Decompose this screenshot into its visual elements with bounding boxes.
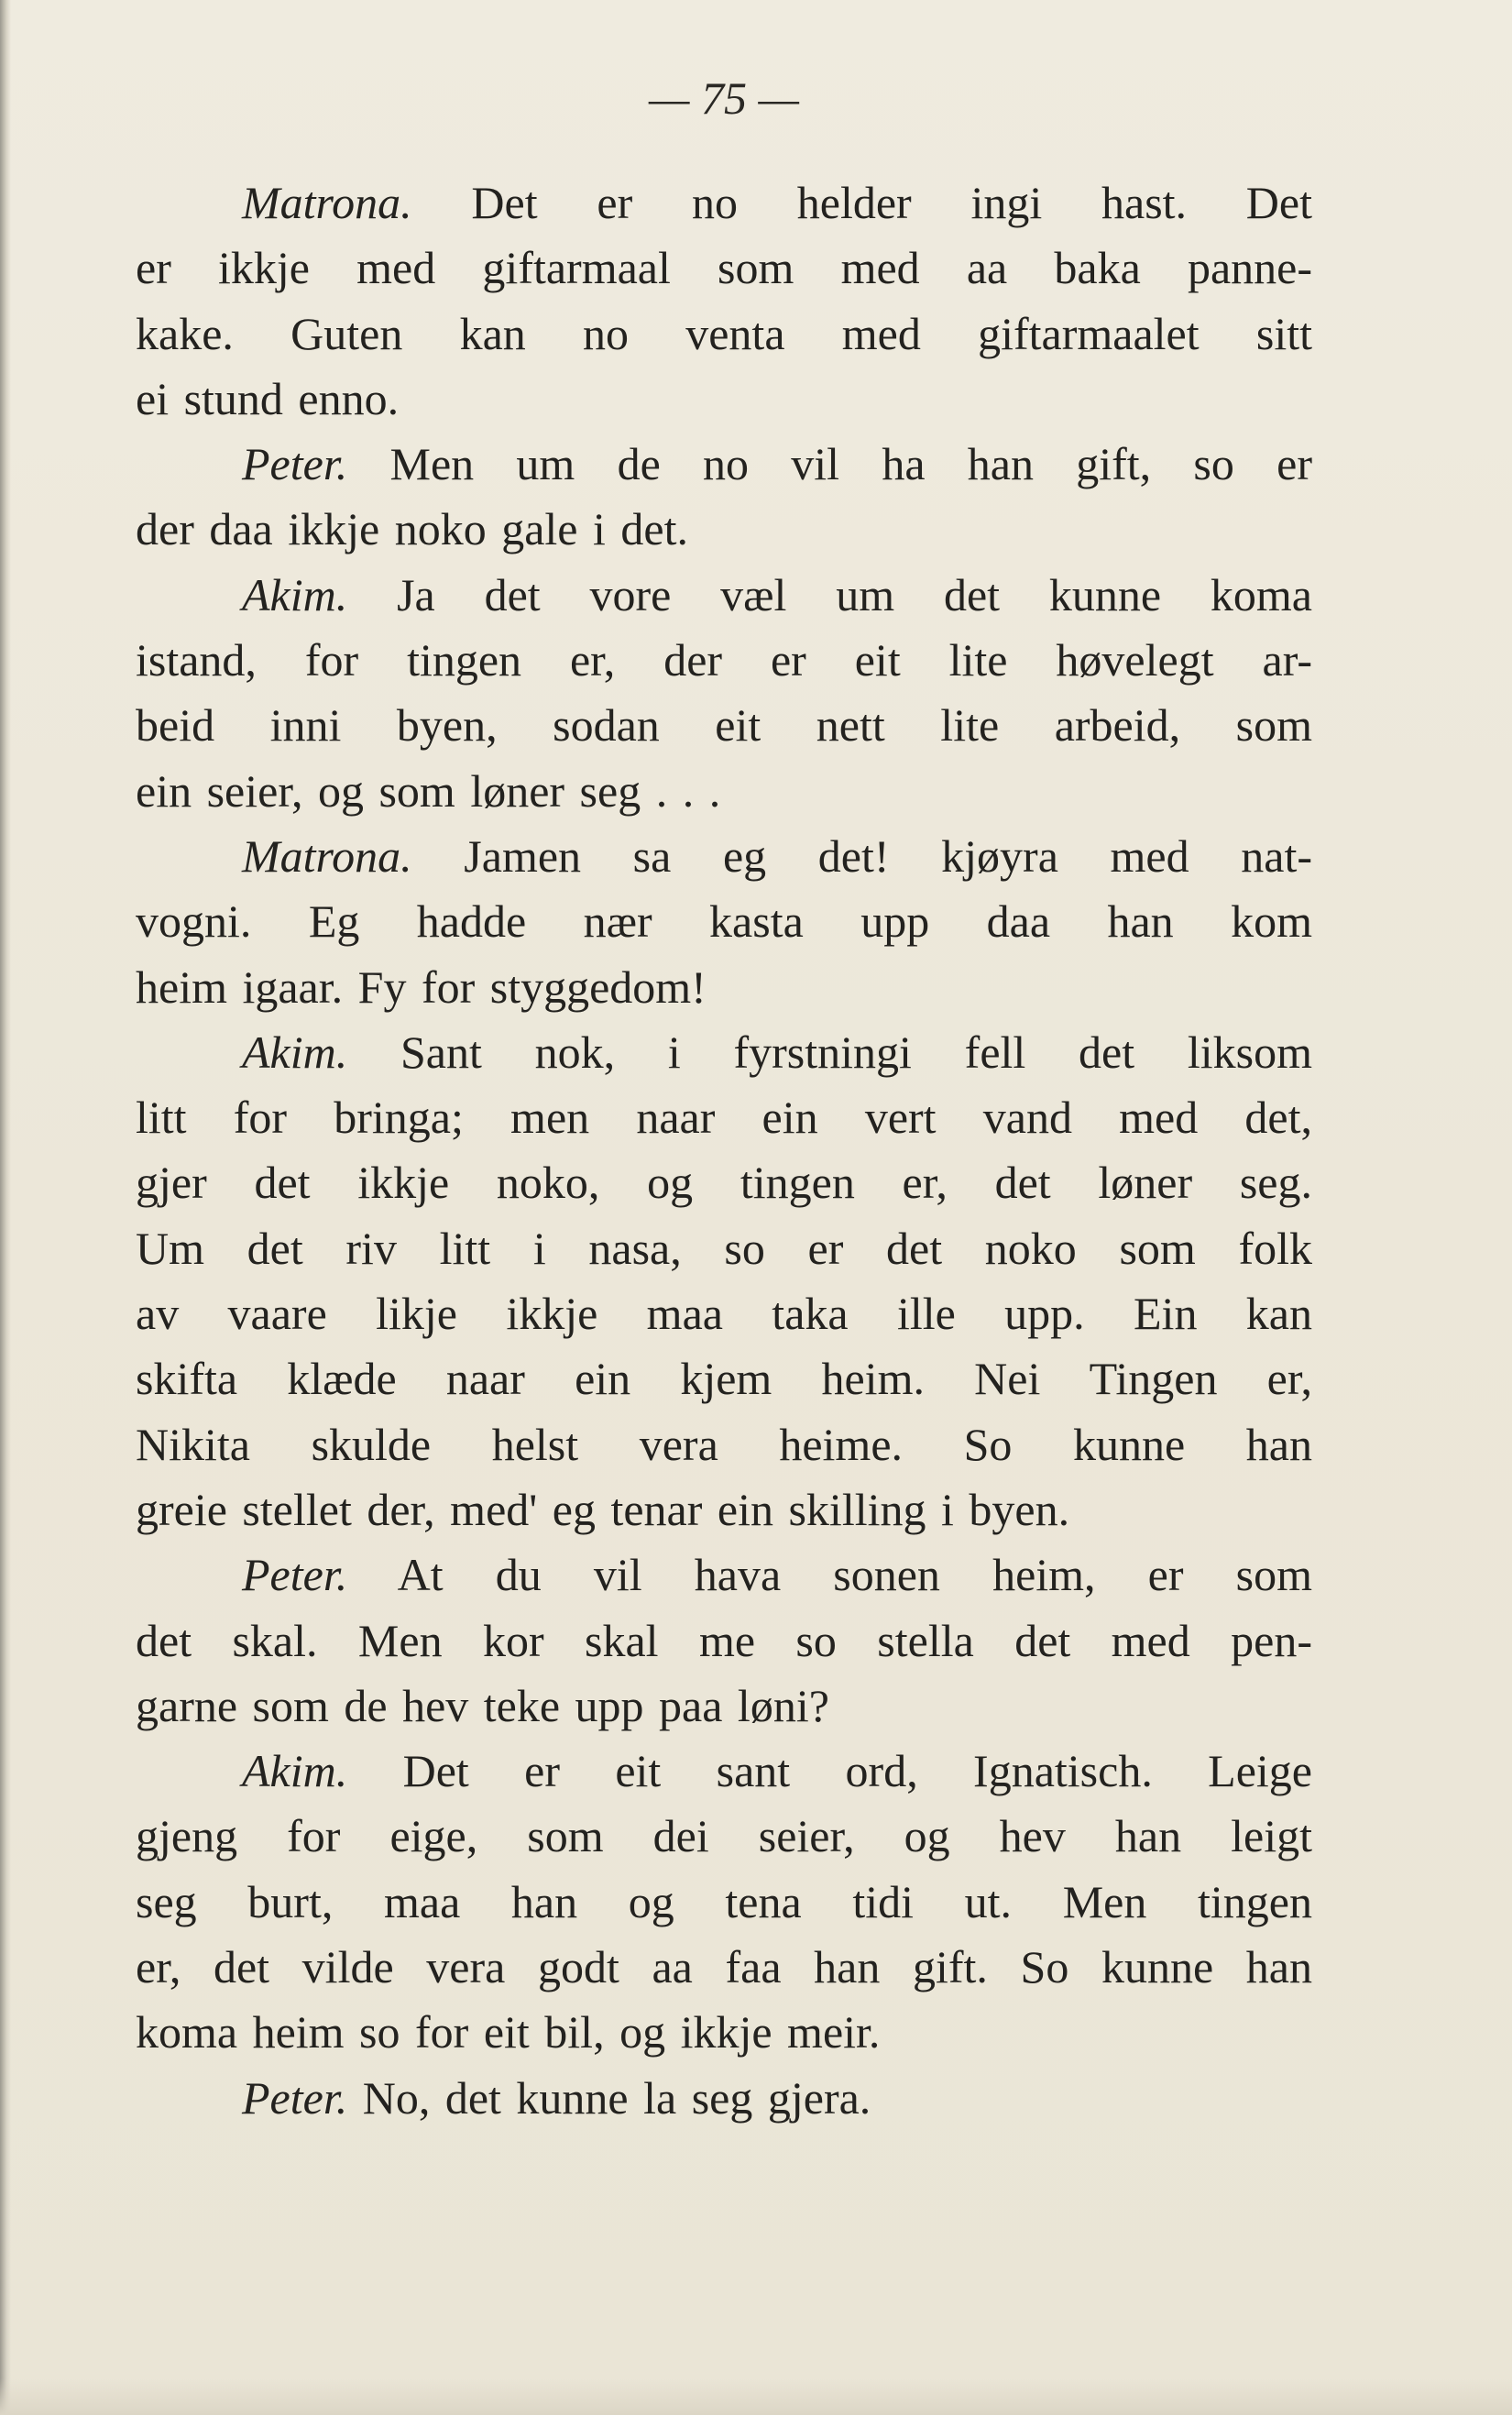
text-line xyxy=(136,1870,1312,1935)
text-line xyxy=(136,1085,1312,1150)
text-line xyxy=(136,889,1312,954)
line-text: Sant nok, i fyrstningi fell det liksom xyxy=(400,1026,1313,1078)
text-line xyxy=(136,1608,1312,1674)
page-bottom-edge xyxy=(0,2378,1512,2415)
page-binding-edge xyxy=(0,0,11,2415)
text-line xyxy=(136,2000,1312,2065)
text-line xyxy=(136,1674,1312,1739)
line-text: greie stellet der, med' eg tenar ein skilling i byen. xyxy=(136,1483,1070,1535)
speaker-name: Akim. xyxy=(242,1745,348,1797)
text-line xyxy=(136,1150,1312,1215)
speaker-line xyxy=(136,1739,1312,1804)
line-text: litt for bringa; men naar ein vert vand med det, xyxy=(136,1092,1312,1144)
line-text: Nikita skulde helst vera heime. So kunne han xyxy=(136,1418,1312,1470)
line-text: garne som de hev teke upp paa løni? xyxy=(136,1679,829,1731)
text-line xyxy=(136,1346,1312,1411)
line-text: Jamen sa eg det! kjøyra med nat- xyxy=(464,829,1312,882)
line-text: vogni. Eg hadde nær kasta upp daa han kom xyxy=(136,895,1312,948)
text-line xyxy=(136,1412,1312,1477)
speaker-name: Peter. xyxy=(242,438,348,490)
line-text: heim igaar. Fy for styggedom! xyxy=(136,961,707,1013)
line-text: det skal. Men kor skal me so stella det med pen- xyxy=(136,1614,1312,1666)
line-text: No, det kunne la seg gjera. xyxy=(362,2071,871,2124)
line-text: er ikkje med giftarmaal som med aa baka panne- xyxy=(136,242,1312,294)
page-number xyxy=(0,71,1448,125)
text-line xyxy=(136,759,1312,824)
text-line xyxy=(136,497,1312,562)
speaker-name: Matrona. xyxy=(242,829,412,882)
speaker-name: Akim. xyxy=(242,568,348,620)
line-text: Ja det vore væl um det kunne koma xyxy=(397,568,1312,620)
speaker-name: Akim. xyxy=(242,1026,348,1078)
speaker-line xyxy=(136,2066,1312,2131)
line-text: gjeng for eige, som dei seier, og hev han leigt xyxy=(136,1810,1312,1862)
text-line xyxy=(136,693,1312,758)
text-line xyxy=(136,1216,1312,1281)
speaker-name: Peter. xyxy=(242,2071,348,2124)
text-line xyxy=(136,1477,1312,1542)
text-line xyxy=(136,628,1312,693)
line-text: Det er eit sant ord, Ignatisch. Leige xyxy=(402,1745,1312,1797)
text-line xyxy=(136,1804,1312,1869)
speaker-line xyxy=(136,1542,1312,1608)
line-text: beid inni byen, sodan eit nett lite arbeid, som xyxy=(136,699,1312,752)
line-text: ei stund enno. xyxy=(136,372,400,424)
speaker-line xyxy=(136,824,1312,889)
page-number-text: — 75 — xyxy=(649,72,799,124)
line-text: At du vil hava sonen heim, er som xyxy=(397,1549,1312,1601)
line-text: Det er no helder ingi hast. Det xyxy=(471,177,1312,228)
line-text: er, det vilde vera godt aa faa han gift. So kunne han xyxy=(136,1941,1312,1993)
text-line xyxy=(136,955,1312,1020)
line-text: ein seier, og som løner seg . . . xyxy=(136,764,721,817)
line-text: der daa ikkje noko gale i det. xyxy=(136,503,688,555)
dialogue-text-block xyxy=(136,170,1312,2131)
speaker-line xyxy=(136,170,1312,236)
text-line xyxy=(136,236,1312,301)
line-text: skifta klæde naar ein kjem heim. Nei Tingen er, xyxy=(136,1353,1312,1405)
line-text: seg burt, maa han og tena tidi ut. Men tingen xyxy=(136,1875,1312,1927)
line-text: kake. Guten kan no venta med giftarmaalet sitt xyxy=(136,307,1312,359)
text-line xyxy=(136,1281,1312,1346)
line-text: Men um de no vil ha han gift, so er xyxy=(389,438,1312,490)
line-text: istand, for tingen er, der er eit lite høvelegt ar- xyxy=(136,634,1312,686)
speaker-line xyxy=(136,563,1312,628)
text-line xyxy=(136,302,1312,367)
line-text: av vaare likje ikkje maa taka ille upp. Ein kan xyxy=(136,1288,1312,1340)
line-text: Um det riv litt i nasa, so er det noko som folk xyxy=(136,1222,1312,1274)
speaker-name: Matrona. xyxy=(242,177,412,228)
line-text: koma heim so for eit bil, og ikkje meir. xyxy=(136,2006,881,2058)
speaker-name: Peter. xyxy=(242,1549,348,1601)
text-line xyxy=(136,367,1312,432)
speaker-line xyxy=(136,432,1312,497)
text-line xyxy=(136,1935,1312,2000)
speaker-line xyxy=(136,1020,1312,1085)
line-text: gjer det ikkje noko, og tingen er, det løner seg. xyxy=(136,1157,1312,1209)
